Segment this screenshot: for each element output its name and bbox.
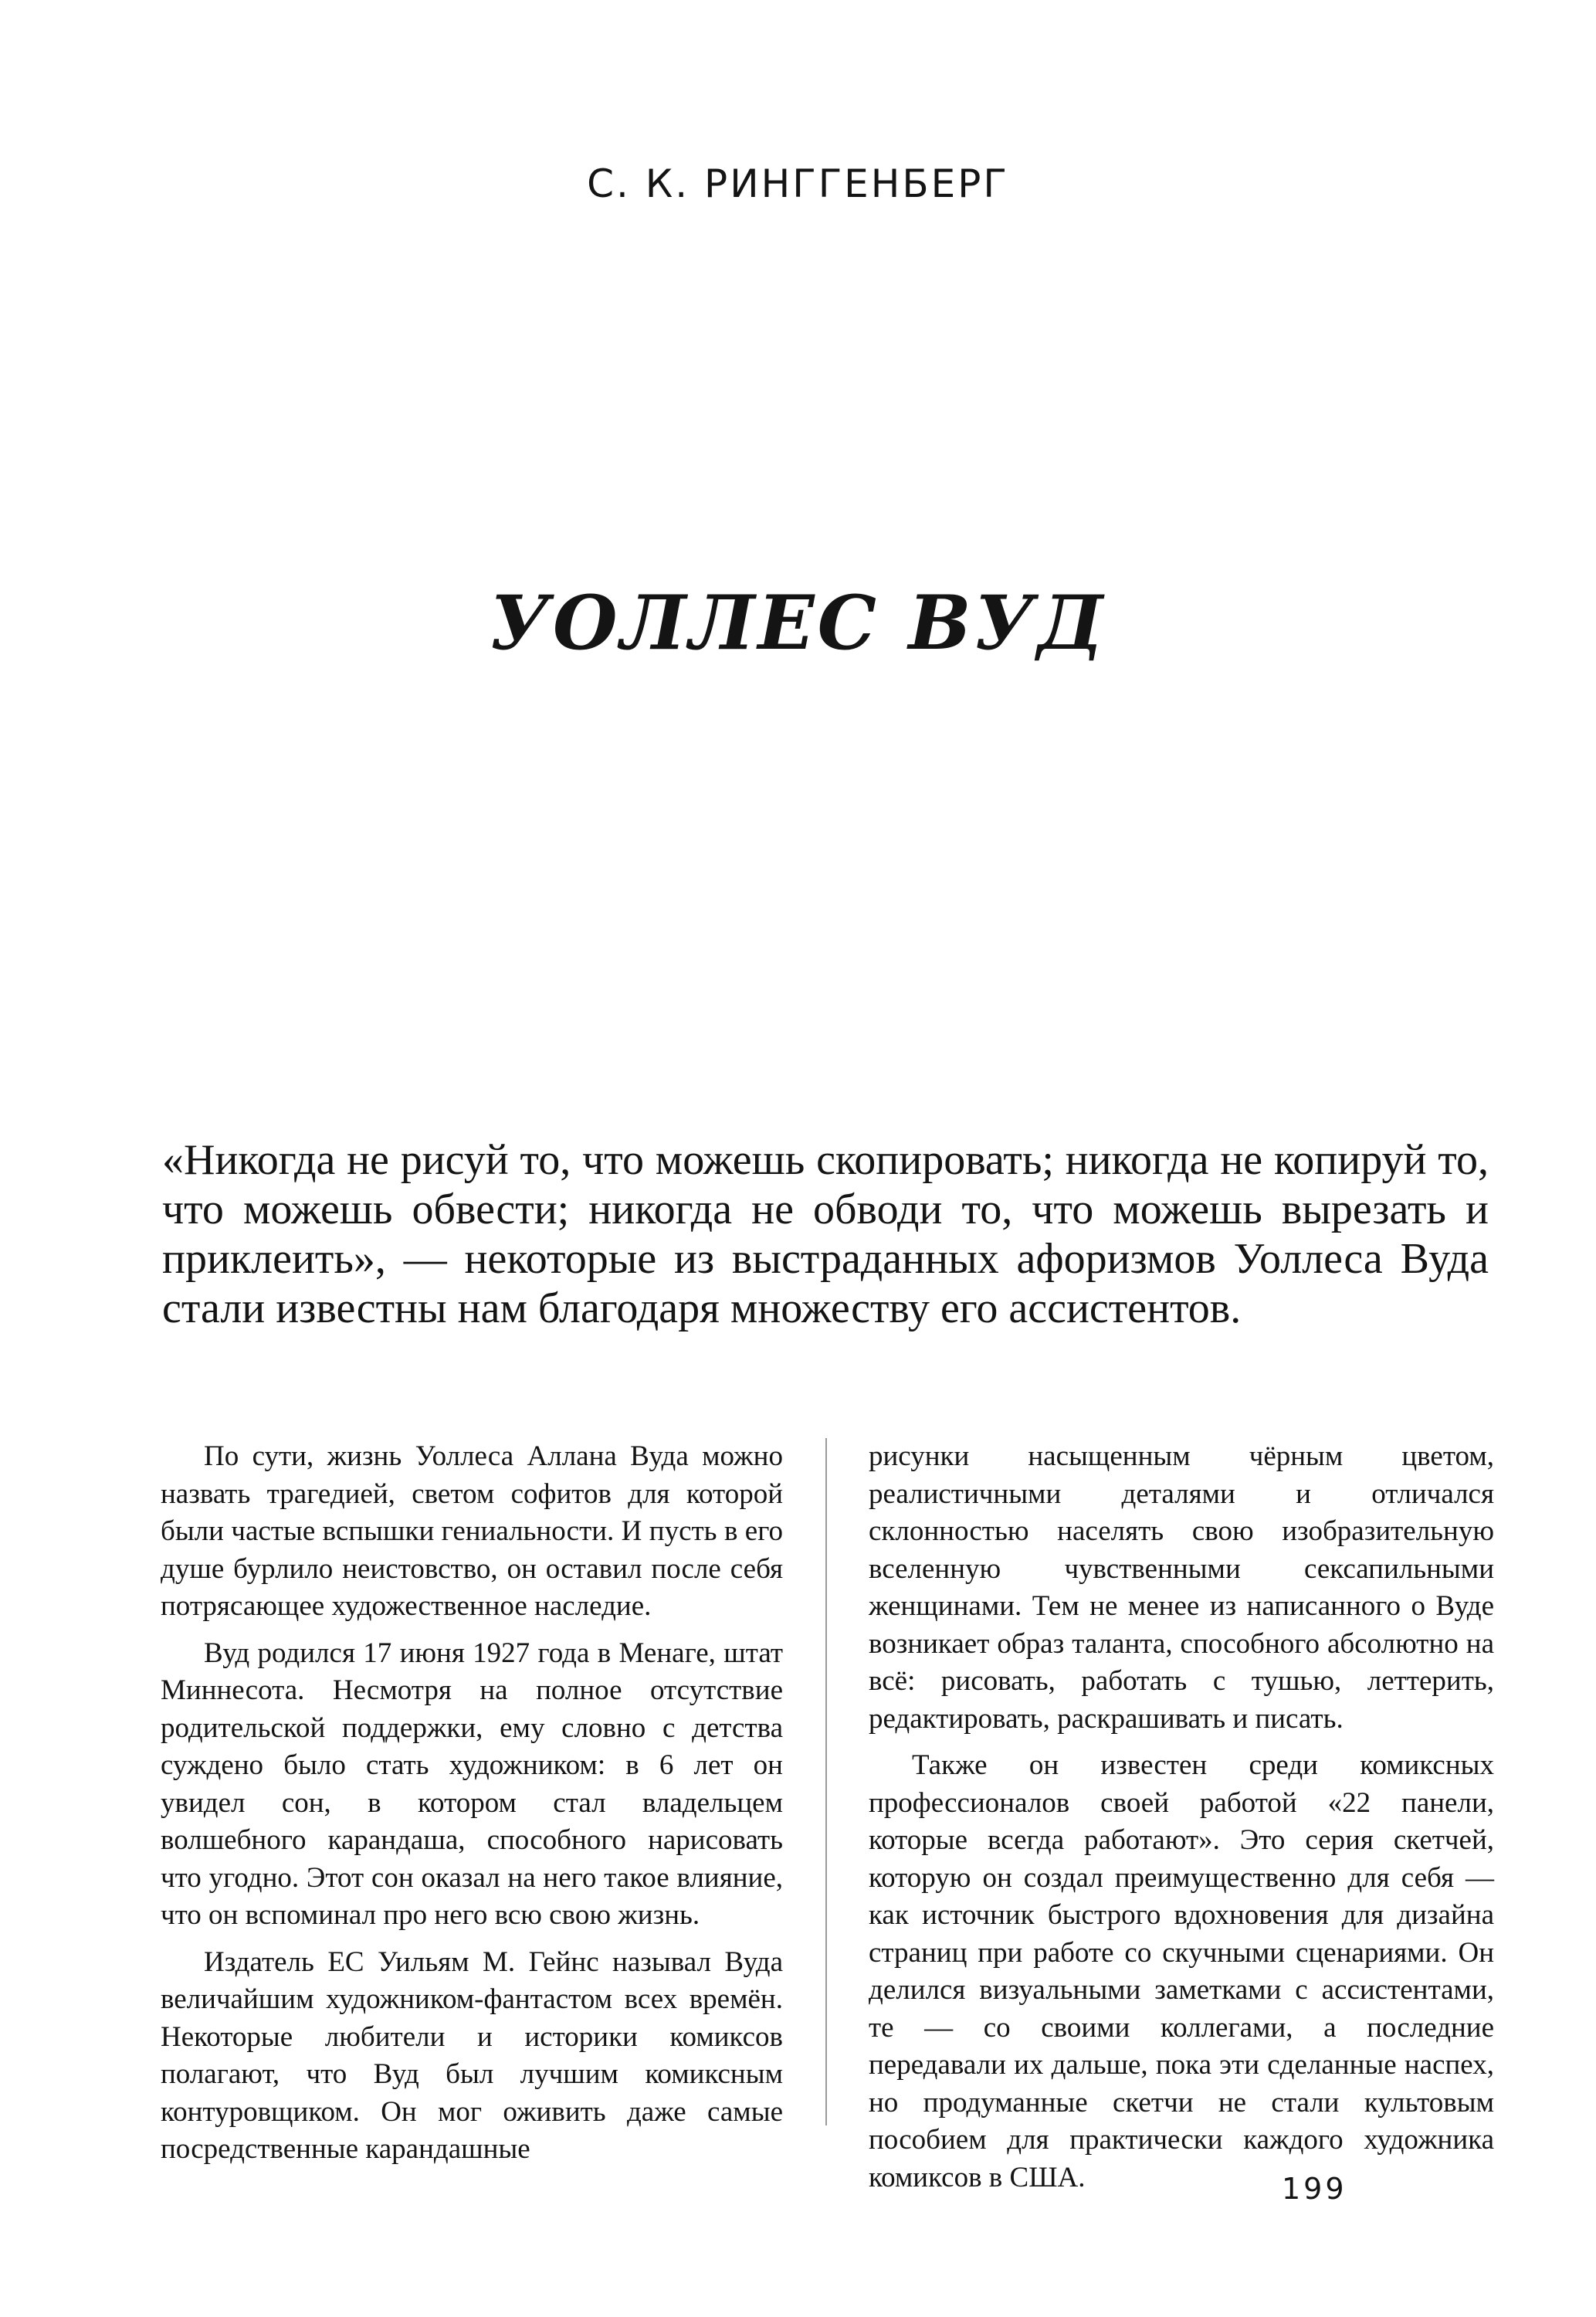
right-text-column <box>869 1438 1494 2206</box>
left-text-column <box>161 1438 783 2178</box>
paragraph: Вуд родился 17 июня 1927 года в Менаге, штат Миннесота. Несмотря на полное отсутствие родительской поддержки, ему словно с детства суждено было стать художником: в 6 лет он увидел сон, в котором стал владельцем волшебного карандаша, способного нарисовать что угодно. Этот сон оказал на него такое влияние, что он вспоминал про него всю свою жизнь. <box>161 1637 783 1931</box>
paragraph-continued: рисунки насыщенным чёрным цветом, реалистичными деталями и отличался склонностью населять свою изобразительную вселенную чувственными сексапильными женщинами. Тем не менее из написанного о Вуде возникает образ таланта, способного абсолютно на всё: рисовать, работать с тушью, леттерить, редактировать, раскрашивать и писать. <box>869 1440 1494 1735</box>
column-divider <box>825 1438 827 2125</box>
paragraph: Издатель ЕС Уильям М. Гейнс называл Вуда величайшим художником-фантастом всех времён. Некоторые любители и историки комиксов полагают, что Вуд был лучшим комиксным контуровщиком. Он мог оживить даже самые посредственные карандашные <box>161 1946 783 2165</box>
paragraph: По сути, жизнь Уоллеса Аллана Вуда можно назвать трагедией, светом софитов для которой были частые вспышки гениальности. И пусть в его душе бурлило неистовство, он оставил после себя потрясающее художественное наследие. <box>161 1440 783 1622</box>
paragraph: Также он известен среди комиксных профессионалов своей работой «22 панели, которые всегда работают». Это серия скетчей, которую он создал преимущественно для себя — как источник быстрого вдохновения для дизайна страниц при работе со скучными сценариями. Он делился визуальными заметками с ассистентами, те — со своими коллегами, а последние передавали их дальше, пока эти сделанные наспех, но продуманные скетчи не стали культовым пособием для практически каждого художника комиксов в США. <box>869 1749 1494 2193</box>
epigraph-quote: «Никогда не рисуй то, что можешь скопировать; никогда не копируй то, что можешь обвести; никогда не обводи то, что можешь вырезать и приклеить», — некоторые из выстраданных афоризмов Уоллеса Вуда стали известны нам благодаря множеству его ассистентов. <box>162 1136 1489 1332</box>
article-title: УОЛЛЕС ВУД <box>490 579 1106 667</box>
author-name: С. К. РИНГГЕНБЕРГ <box>587 161 1009 206</box>
page-number: 199 <box>1282 2172 1347 2206</box>
